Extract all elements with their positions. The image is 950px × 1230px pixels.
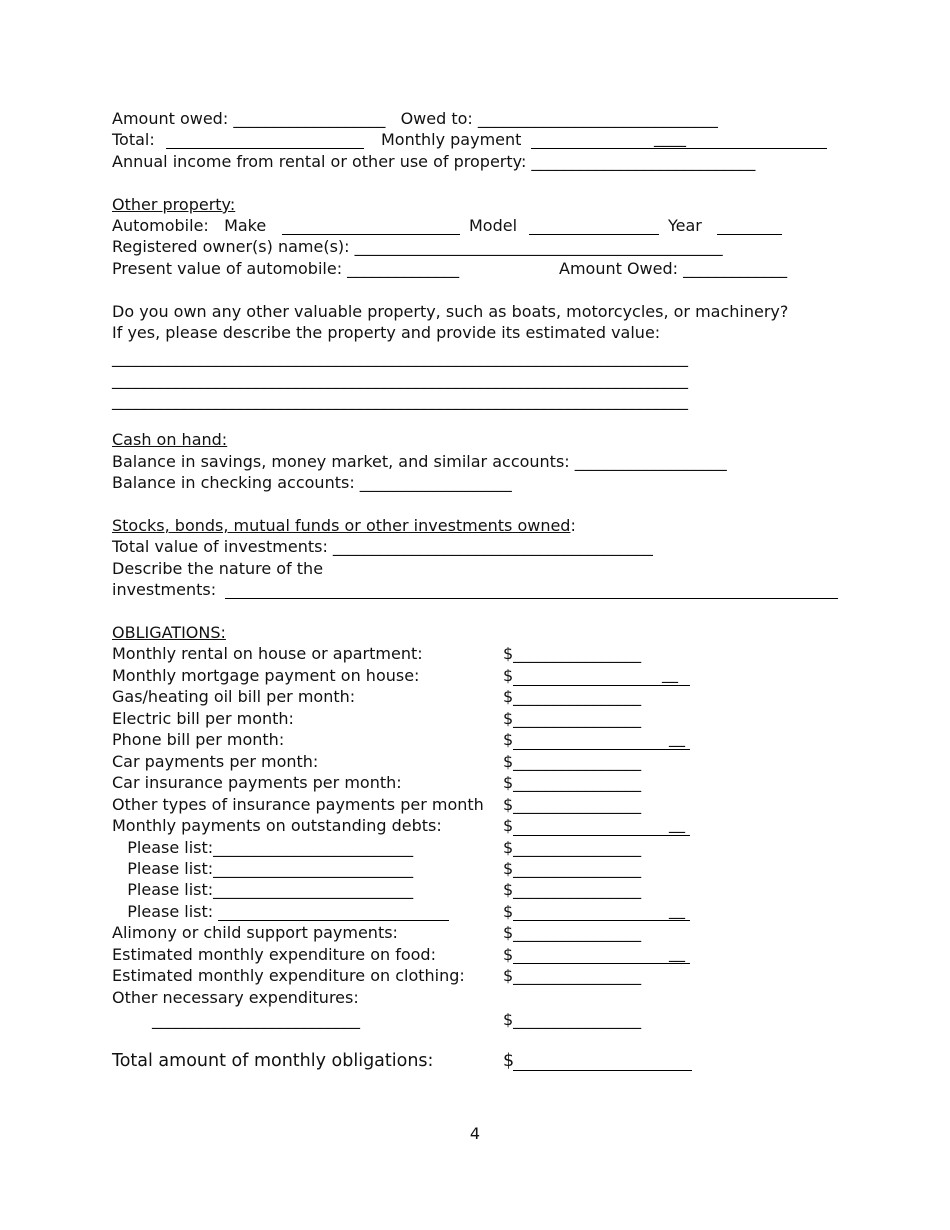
other-property-heading: Other property: — [112, 195, 236, 214]
valuable-property-instruction: If yes, please describe the property and provide its estimated value: — [112, 323, 661, 342]
obligation-amount-field[interactable]: $________________ — [503, 838, 642, 857]
obligation-label: Electric bill per month: — [112, 709, 294, 728]
annual-income-line: Annual income from rental or other use of property: ____________________________ — [112, 152, 756, 171]
obligation-label: Monthly mortgage payment on house: — [112, 666, 420, 685]
please-list-label: Please list: — [112, 902, 214, 921]
obligation-label: Car payments per month: — [112, 752, 319, 771]
make-field[interactable] — [282, 234, 460, 235]
total-label: Total: — [112, 130, 155, 149]
valuable-property-blank-3[interactable]: ________________________________________________________________________ — [112, 391, 688, 410]
obligation-amount-field[interactable] — [513, 963, 690, 964]
obligation-amount-field[interactable] — [513, 835, 690, 836]
amount-owed-auto-line: Amount Owed: _____________ — [559, 259, 788, 278]
obligation-amount-field[interactable]: $________________ — [503, 752, 642, 771]
obligation-amount-field[interactable]: $________________ — [503, 687, 642, 706]
obligation-dollar-sign: $ — [503, 902, 514, 921]
investments-heading-colon: : — [570, 516, 576, 535]
total-field[interactable] — [166, 148, 364, 149]
investments-heading — [112, 516, 576, 536]
automobile-make-label: Automobile: Make — [112, 216, 267, 235]
please-list-field[interactable] — [218, 920, 449, 921]
obligation-short-tail: __ — [669, 943, 685, 962]
obligation-label: Phone bill per month: — [112, 730, 285, 749]
model-field[interactable] — [529, 234, 659, 235]
obligation-dollar-sign: $ — [503, 816, 514, 835]
model-label: Model — [469, 216, 518, 235]
obligation-amount-field[interactable]: $________________ — [503, 1010, 642, 1029]
please-list-line[interactable]: Please list:_________________________ — [112, 838, 414, 857]
obligation-short-tail: __ — [662, 664, 678, 683]
obligation-amount-field[interactable] — [513, 749, 690, 750]
monthly-payment-label: Monthly payment — [381, 130, 522, 149]
obligation-dollar-sign: $ — [503, 666, 514, 685]
valuable-property-blank-1[interactable]: ________________________________________________________________________ — [112, 348, 688, 367]
obligation-label: Other necessary expenditures: — [112, 988, 359, 1007]
obligation-amount-field[interactable]: $________________ — [503, 859, 642, 878]
total-obligations-dollar: $ — [503, 1051, 515, 1071]
obligation-label: Estimated monthly expenditure on clothing: — [112, 966, 465, 985]
obligation-dollar-sign: $ — [503, 730, 514, 749]
obligation-label: Other types of insurance payments per month — [112, 795, 484, 814]
obligation-amount-field[interactable]: $________________ — [503, 644, 642, 663]
total-obligations-field[interactable] — [513, 1070, 692, 1071]
page-number: 4 — [469, 1124, 481, 1143]
registered-owner-line: Registered owner(s) name(s): ______________________________________________ — [112, 237, 723, 256]
valuable-property-blank-2[interactable]: ________________________________________________________________________ — [112, 370, 688, 389]
obligation-label: Alimony or child support payments: — [112, 923, 398, 942]
year-field[interactable] — [717, 234, 782, 235]
present-value-line: Present value of automobile: ______________ — [112, 259, 460, 278]
obligation-short-tail: __ — [669, 814, 685, 833]
total-obligations-label: Total amount of monthly obligations: — [112, 1051, 434, 1071]
monthly-payment-field[interactable] — [531, 148, 827, 149]
obligation-label: Monthly payments on outstanding debts: — [112, 816, 442, 835]
savings-balance-line: Balance in savings, money market, and similar accounts: ___________________ — [112, 452, 727, 471]
investments-label: investments: — [112, 580, 217, 599]
obligation-amount-field[interactable]: $________________ — [503, 880, 642, 899]
investments-description-field[interactable] — [225, 598, 838, 599]
describe-investments-label: Describe the nature of the — [112, 559, 324, 578]
please-list-line[interactable]: Please list:_________________________ — [112, 859, 414, 878]
obligation-label: Gas/heating oil bill per month: — [112, 687, 356, 706]
year-label: Year — [668, 216, 702, 235]
cash-on-hand-heading: Cash on hand: — [112, 430, 228, 449]
obligation-label: Monthly rental on house or apartment: — [112, 644, 423, 663]
valuable-property-question: Do you own any other valuable property, such as boats, motorcycles, or machinery? — [112, 302, 789, 321]
obligations-heading: OBLIGATIONS: — [112, 623, 226, 642]
total-investments-line: Total value of investments: ________________________________________ — [112, 537, 653, 556]
other-expenditure-field[interactable]: __________________________ — [152, 1010, 360, 1029]
obligation-amount-field[interactable]: $________________ — [503, 966, 642, 985]
obligation-short-tail: __ — [669, 900, 685, 919]
obligation-label: Car insurance payments per month: — [112, 773, 402, 792]
obligation-amount-field[interactable]: $________________ — [503, 795, 642, 814]
monthly-payment-tail: ____ — [654, 128, 686, 147]
obligation-amount-field[interactable]: $________________ — [503, 773, 642, 792]
obligation-label: Estimated monthly expenditure on food: — [112, 945, 436, 964]
obligation-amount-field[interactable] — [513, 920, 690, 921]
obligation-amount-field[interactable] — [513, 685, 690, 686]
please-list-line[interactable]: Please list:_________________________ — [112, 880, 414, 899]
checking-balance-line: Balance in checking accounts: ___________________ — [112, 473, 512, 492]
amount-owed-line: Amount owed: ___________________ Owed to: ______________________________ — [112, 109, 718, 128]
obligation-short-tail: __ — [669, 728, 685, 747]
investments-heading-text: Stocks, bonds, mutual funds or other investments owned — [112, 516, 571, 535]
obligation-amount-field[interactable]: $________________ — [503, 923, 642, 942]
obligation-amount-field[interactable]: $________________ — [503, 709, 642, 728]
obligation-dollar-sign: $ — [503, 945, 514, 964]
